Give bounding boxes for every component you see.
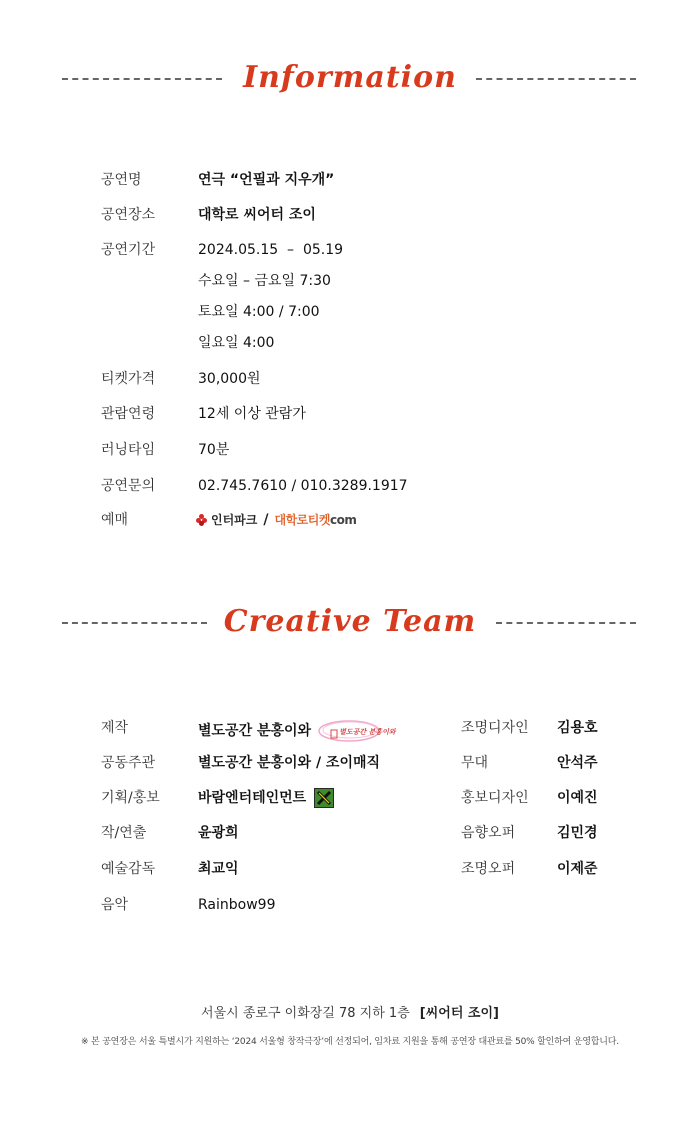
creative-team-title: Creative Team xyxy=(223,604,477,639)
info-label: 예매 xyxy=(101,512,129,528)
team-value: 김용호 xyxy=(557,720,598,736)
team-value: 최교익 xyxy=(198,861,239,877)
divider-right xyxy=(496,622,636,624)
team-value-text: 바람엔터테인먼트 xyxy=(198,790,307,806)
info-label: 공연명 xyxy=(101,172,142,188)
stamp-logo-text: 별도공간 분홍이와 xyxy=(339,727,396,736)
divider-right xyxy=(476,78,636,80)
daehak-label: 대학로티켓 xyxy=(274,513,330,527)
team-value: 이제준 xyxy=(557,861,598,877)
company-logo-icon xyxy=(314,788,334,808)
interpark-label: 인터파크 xyxy=(211,513,258,527)
team-value-text: 별도공간 분홍이와 xyxy=(198,723,312,739)
flower-icon xyxy=(196,514,208,526)
team-value: 안석주 xyxy=(557,755,598,771)
info-value: 수요일 – 금요일 7:30 xyxy=(198,273,331,289)
team-label: 음향오퍼 xyxy=(461,825,516,841)
info-label: 공연기간 xyxy=(101,242,156,258)
team-label: 홍보디자인 xyxy=(461,790,529,806)
team-value xyxy=(198,788,334,808)
info-label: 공연문의 xyxy=(101,478,156,494)
logo-separator: / xyxy=(263,512,269,528)
team-label: 공동주관 xyxy=(101,755,156,771)
team-label: 기획/홍보 xyxy=(101,790,160,806)
team-label: 음악 xyxy=(101,897,129,913)
footer-address xyxy=(0,1002,700,1021)
interpark-logo[interactable] xyxy=(196,510,257,530)
team-value: 김민경 xyxy=(557,825,598,841)
team-value: Rainbow99 xyxy=(198,897,276,913)
stamp-logo-icon xyxy=(317,718,396,744)
info-value: 70분 xyxy=(198,442,230,458)
info-label: 관람연령 xyxy=(101,406,156,422)
info-value: 12세 이상 관람가 xyxy=(198,406,306,422)
information-header xyxy=(0,58,700,98)
info-value: 일요일 4:00 xyxy=(198,335,275,351)
daehak-ticket-logo[interactable] xyxy=(275,510,357,530)
info-value: 2024.05.15 – 05.19 xyxy=(198,242,344,258)
venue-name: [씨어터 조이] xyxy=(419,1006,499,1021)
info-value: 연극 “언필과 지우개” xyxy=(198,172,335,188)
team-label: 무대 xyxy=(461,755,489,771)
info-label: 러닝타임 xyxy=(101,442,156,458)
creative-team-header xyxy=(0,602,700,642)
team-label: 예술감독 xyxy=(101,861,156,877)
info-label: 공연장소 xyxy=(101,207,156,223)
address-text: 서울시 종로구 이화장길 78 지하 1층 xyxy=(201,1006,410,1021)
information-title: Information xyxy=(243,60,457,95)
footer-note: ※ 본 공연장은 서울 특별시가 지원하는 ‘2024 서울형 창작극장’에 선정되어, 임차료 지원을 통해 공연장 대관료를 50% 할인하여 운영합니다. xyxy=(81,1037,619,1047)
info-value: 토요일 4:00 / 7:00 xyxy=(198,304,320,320)
ticket-logos xyxy=(196,510,356,530)
info-value: 02.745.7610 / 010.3289.1917 xyxy=(198,478,408,494)
info-label: 티켓가격 xyxy=(101,371,156,387)
daehak-suffix: com xyxy=(329,513,357,527)
info-value: 대학로 씨어터 조이 xyxy=(198,207,316,223)
team-label: 작/연출 xyxy=(101,825,147,841)
team-value xyxy=(198,718,396,744)
team-label: 제작 xyxy=(101,720,129,736)
team-label: 조명오퍼 xyxy=(461,861,516,877)
team-label: 조명디자인 xyxy=(461,720,529,736)
team-value: 별도공간 분홍이와 / 조이매직 xyxy=(198,755,381,771)
team-value: 이예진 xyxy=(557,790,598,806)
info-value: 30,000원 xyxy=(198,371,261,387)
team-value: 윤광희 xyxy=(198,825,239,841)
